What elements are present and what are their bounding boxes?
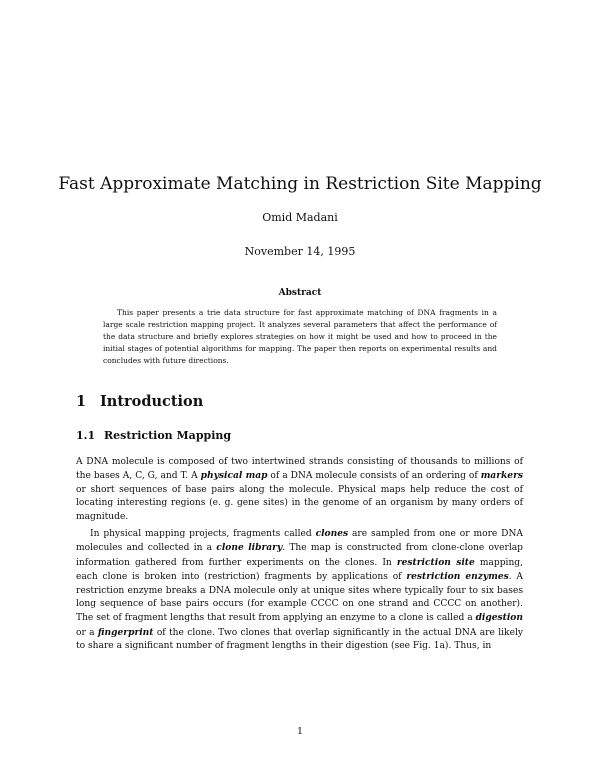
p2-term-restriction-site: restriction site — [396, 556, 475, 568]
p2-text-6: or a — [76, 627, 98, 638]
paragraph-2 — [76, 527, 523, 654]
p2-term-clone-library: clone library — [216, 542, 283, 554]
p2-text-5: . A restriction enzyme breaks a DNA molecule only at unique sites where typically four to six bases long sequence of base pairs occurs (for example CCCC on one strand and CCCC on another). The set of fragment lengths that result from applying an enzyme to a clone is called a — [76, 572, 523, 624]
abstract-text: This paper presents a trie data structure for fast approximate matching of DNA fragments in a large scale restriction mapping project. It analyzes several parameters that affect the performance of the data structure and briefly explores strategies on how it might be used and how to proceed in the initial stages of potential algorithms for mapping. The paper then reports on experimental results and concludes with future directions. — [103, 308, 497, 365]
section-title: Introduction — [100, 393, 204, 410]
abstract-heading: Abstract — [278, 288, 322, 298]
paper-date: November 14, 1995 — [244, 245, 356, 258]
p1-term-markers: markers — [480, 470, 523, 482]
p1-term-physical-map: physical map — [200, 470, 268, 482]
p2-term-clones: clones — [315, 528, 349, 539]
p1-text-1: A DNA molecule is composed of two intertwined strands consisting of thousands to millions of the bases A, C, G, and T. A — [76, 457, 523, 482]
page-number: 1 — [296, 726, 304, 737]
section-heading — [76, 392, 203, 412]
subsection-number: 1.1 — [76, 429, 96, 442]
p2-term-fingerprint: fingerprint — [97, 626, 154, 638]
p1-text-2: of a DNA molecule consists of an ordering of — [267, 471, 481, 482]
subsection-title: Restriction Mapping — [104, 429, 232, 442]
p2-term-restriction-enzymes: restriction enzymes — [406, 571, 509, 583]
subsection-heading — [76, 428, 231, 444]
section-number: 1 — [76, 393, 87, 410]
p2-text-1: In physical mapping projects, fragments called — [90, 529, 316, 539]
abstract-body — [103, 307, 497, 367]
paper-title: Fast Approximate Matching in Restriction Site Mapping — [58, 174, 542, 194]
p2-text-7: of the clone. Two clones that overlap significantly in the actual DNA are likely to share a significant number of fragment lengths in their digestion (see Fig. 1a). Thus, in — [76, 627, 523, 652]
p1-text-3: or short sequences of base pairs along the molecule. Physical maps help reduce the cost of locating interesting regions (e. g. gene sites) in the genome of an organism by many orders of magnitude. — [76, 484, 523, 522]
paragraph-1 — [76, 456, 523, 524]
p2-text-4: mapping, each clone is broken into (restriction) fragments by applications of — [76, 557, 524, 583]
author-name: Omid Madani — [262, 211, 338, 224]
p2-text-2: are sampled from one or more DNA molecules and collected in a — [76, 529, 523, 554]
p2-text-3: . The map is constructed from clone-clone overlap information gathered from further experiments on the clones. In — [76, 543, 523, 568]
p2-term-digestion: digestion — [475, 612, 523, 624]
